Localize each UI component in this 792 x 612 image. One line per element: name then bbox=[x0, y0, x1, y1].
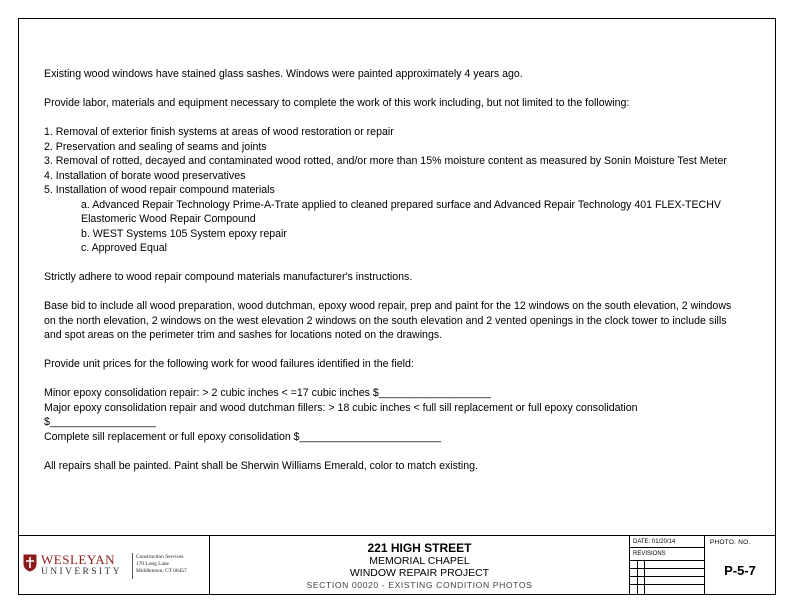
scope-subitem: a. Advanced Repair Technology Prime-A-Trate applied to cleaned prepared surface and Advanced Repair Technology 401 FLEX-TECHV Elastomeric Wood Repair Compound bbox=[81, 198, 721, 225]
scope-item: 5. Installation of wood repair compound materials bbox=[44, 184, 275, 196]
revisions-table bbox=[630, 560, 704, 595]
project-name: WINDOW REPAIR PROJECT bbox=[349, 567, 490, 579]
scope-item: 1. Removal of exterior finish systems at areas of wood restoration or repair bbox=[44, 126, 394, 138]
photo-number-cell bbox=[705, 536, 775, 595]
scope-item: 2. Preservation and sealing of seams and joints bbox=[44, 140, 267, 153]
revisions-col-line bbox=[637, 560, 638, 595]
base-bid-paragraph: Base bid to include all wood preparation, wood dutchman, epoxy wood repair, prep and paint for the 12 windows on the south elevation, 2 windows on the north elevation, 2 windows on the west elevation 2 windows on the south elevation and 2 vented openings in the clock tower to include sills and spot areas on the perimeter trim and sashes for locations noted on the drawings. bbox=[44, 300, 732, 341]
scope-subitem: b. WEST Systems 105 System epoxy repair bbox=[81, 227, 287, 240]
photo-number-label: PHOTO. NO. bbox=[710, 539, 751, 546]
paint-paragraph: All repairs shall be painted. Paint shall be Sherwin Williams Emerald, color to match existing. bbox=[44, 459, 478, 472]
price-line: Major epoxy consolidation repair and wood dutchman fillers: > 18 cubic inches < full sill replacement or full epoxy consolidation $__________________ bbox=[44, 401, 638, 428]
revisions-col-line bbox=[644, 560, 645, 595]
scope-subitem: c. Approved Equal bbox=[81, 242, 167, 254]
title-block bbox=[19, 535, 775, 595]
date-field: DATE: 01/20/14 bbox=[630, 536, 704, 548]
intro-paragraph: Existing wood windows have stained glass sashes. Windows were painted approximately 4 years ago. bbox=[44, 68, 523, 80]
project-cell bbox=[210, 536, 630, 595]
scope-paragraph: Provide labor, materials and equipment necessary to complete the work of this work including, but not limited to the following: bbox=[44, 97, 630, 109]
meta-cell bbox=[630, 536, 705, 595]
department-city: Middletown, CT 06457 bbox=[136, 568, 187, 574]
revisions-row-line bbox=[630, 584, 704, 585]
revisions-row-line bbox=[630, 576, 704, 577]
logo-subtitle: UNIVERSITY bbox=[41, 567, 122, 577]
revisions-label: REVISIONS bbox=[633, 551, 666, 557]
department-name: Construction Services bbox=[136, 554, 184, 560]
scope-item: 4. Installation of borate wood preservatives bbox=[44, 169, 246, 182]
revisions-row-line bbox=[630, 560, 704, 561]
scope-item: 3. Removal of rotted, decayed and contaminated wood rotted, and/or more than 15% moisture content as measured by Sonin Moisture Test Meter bbox=[44, 155, 727, 167]
price-line: Complete sill replacement or full epoxy consolidation $________________________ bbox=[44, 430, 441, 443]
project-building: MEMORIAL CHAPEL bbox=[369, 555, 470, 567]
department-address bbox=[136, 554, 187, 575]
adhere-paragraph: Strictly adhere to wood repair compound materials manufacturer's instructions. bbox=[44, 271, 413, 283]
price-line: Minor epoxy consolidation repair: > 2 cubic inches < =17 cubic inches $___________________ bbox=[44, 387, 491, 399]
department-street: 170 Long Lane bbox=[136, 561, 169, 567]
specification-text bbox=[44, 67, 744, 473]
project-address: 221 HIGH STREET bbox=[367, 541, 472, 555]
logo-wordmark: WESLEYAN bbox=[41, 552, 116, 567]
drawing-sheet bbox=[18, 18, 776, 595]
section-title: SECTION 00020 - EXISTING CONDITION PHOTOS bbox=[306, 580, 533, 590]
unit-prices-paragraph: Provide unit prices for the following work for wood failures identified in the field: bbox=[44, 358, 414, 370]
logo-cell bbox=[19, 536, 210, 595]
logo-divider bbox=[132, 553, 133, 579]
revisions-row-line bbox=[630, 568, 704, 569]
photo-number: P-5-7 bbox=[724, 563, 756, 578]
shield-icon bbox=[23, 554, 37, 572]
